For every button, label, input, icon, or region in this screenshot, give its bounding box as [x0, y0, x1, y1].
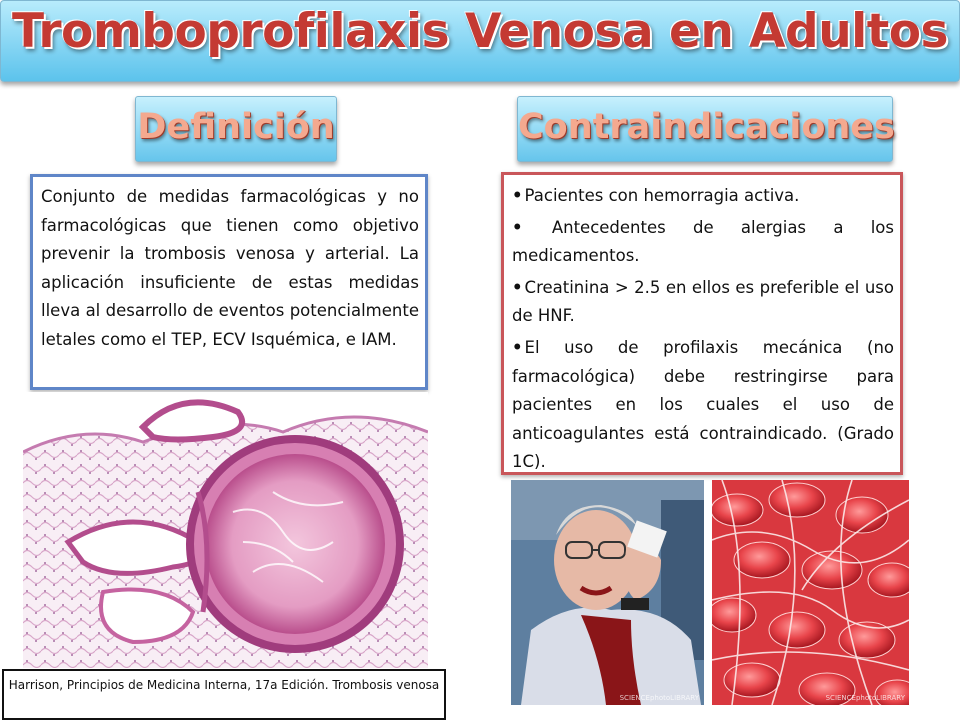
watermark: SCIENCEphotoLIBRARY — [619, 694, 699, 702]
watermark: SCIENCEphotoLIBRARY — [825, 694, 905, 702]
caption-box — [2, 669, 446, 720]
contraindications-list — [512, 182, 894, 480]
contraindication-item: • Antecedentes de alergias a los medicamentos. — [512, 217, 894, 266]
bleeding-patient-icon — [511, 480, 704, 705]
contraindications-box — [501, 172, 903, 475]
histology-image — [23, 392, 428, 668]
definition-header — [135, 96, 337, 162]
histology-icon — [23, 392, 428, 668]
definition-text: Conjunto de medidas farmacológicas y no farmacológicas que tienen como objetivo prevenir la trombosis venosa y arterial. La aplicación insuficiente de estas medidas lleva al desarrollo de eventos potencialmente letales como el TEP, ECV Isquémica, e IAM. — [41, 187, 419, 349]
contraindications-header — [517, 96, 893, 162]
red-blood-cells-icon — [712, 480, 909, 705]
cells-image — [712, 480, 909, 705]
patient-image — [511, 480, 704, 705]
contraindication-item: • Creatinina > 2.5 en ellos es preferible el uso de HNF. — [512, 277, 894, 326]
definition-box — [30, 174, 428, 390]
contraindications-heading: Contraindicaciones — [518, 107, 895, 147]
bullet-icon: • — [512, 217, 523, 237]
contraindication-item: • El uso de profilaxis mecánica (no farmacológica) debe restringirse para pacientes en los cuales el uso de anticoagulantes está contraindicado. (Grado 1C). — [512, 337, 894, 472]
bullet-icon: • — [512, 277, 523, 297]
definition-heading: Definición — [137, 107, 335, 147]
image-caption: Harrison, Principios de Medicina Interna, 17a Edición. Trombosis venosa — [8, 678, 440, 692]
page-title: Tromboprofilaxis Venosa en Adultos — [11, 4, 949, 59]
bullet-icon: • — [512, 337, 523, 357]
bullet-icon: • — [512, 186, 523, 205]
contraindication-item: • Pacientes con hemorragia activa. — [512, 186, 800, 205]
